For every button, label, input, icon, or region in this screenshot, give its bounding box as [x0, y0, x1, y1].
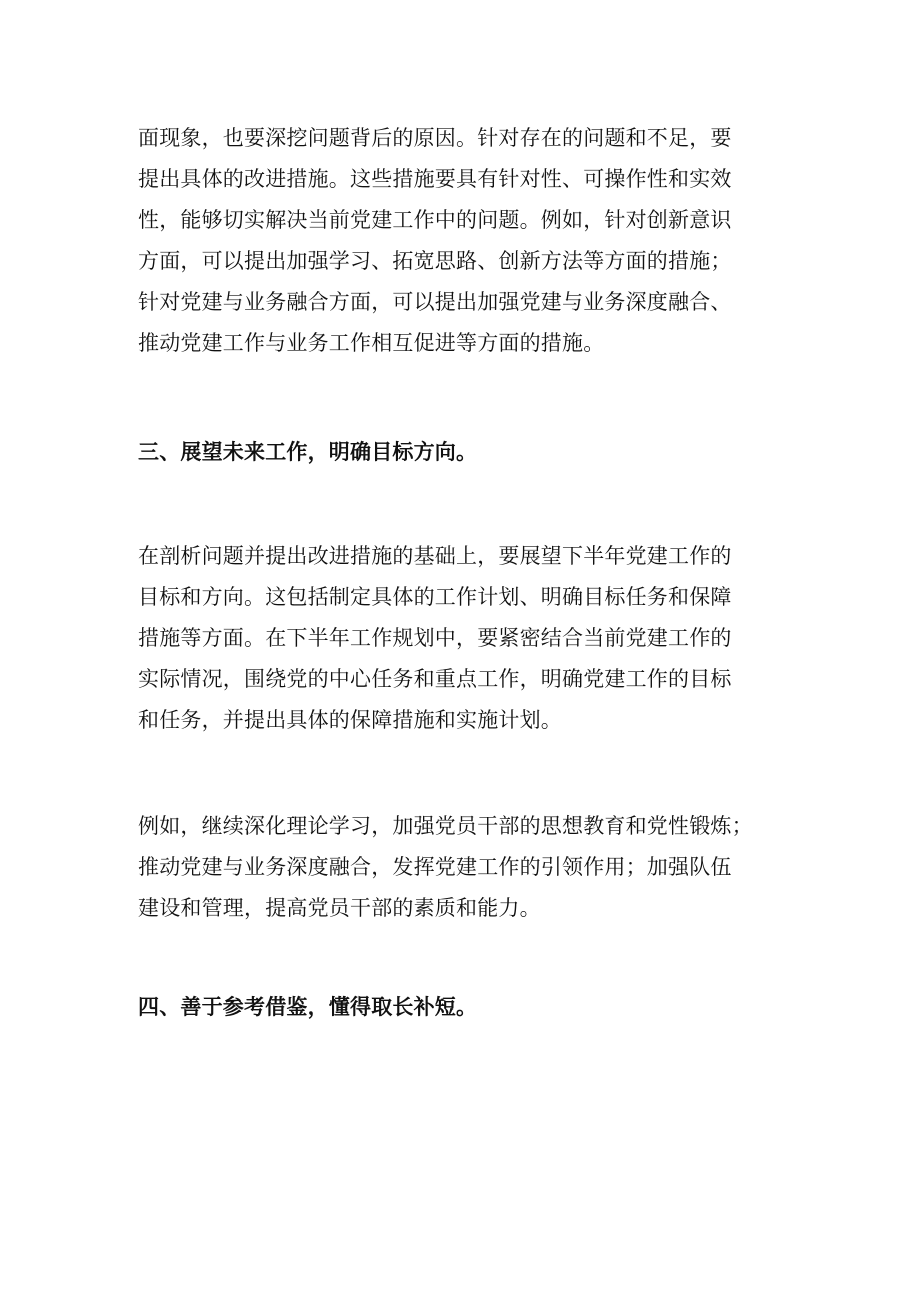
text-line: 提出具体的改进措施。这些措施要具有针对性、可操作性和实效: [138, 167, 732, 191]
section-heading-4: 四、善于参考借鉴，懂得取长补短。: [138, 994, 478, 1019]
text-line: 面现象，也要深挖问题背后的原因。针对存在的问题和不足，要: [138, 126, 732, 150]
text-line: 推动党建与业务深度融合，发挥党建工作的引领作用；加强队伍: [138, 855, 732, 879]
text-line: 实际情况，围绕党的中心任务和重点工作，明确党建工作的目标: [138, 667, 732, 691]
text-line: 建设和管理，提高党员干部的素质和能力。: [138, 896, 541, 920]
text-line: 措施等方面。在下半年工作规划中，要紧密结合当前党建工作的: [138, 626, 732, 650]
text-line: 性，能够切实解决当前党建工作中的问题。例如，针对创新意识: [138, 208, 732, 232]
document-body: [138, 118, 788, 1027]
text-line: 方面，可以提出加强学习、拓宽思路、创新方法等方面的措施；: [138, 249, 732, 273]
spacer: [138, 472, 788, 536]
paragraph-improvement-measures: [138, 118, 788, 364]
spacer: [138, 929, 788, 986]
spacer: [138, 364, 788, 431]
paragraph-examples: [138, 806, 788, 929]
text-line: 和任务，并提出具体的保障措施和实施计划。: [138, 708, 562, 732]
text-line: 推动党建工作与业务工作相互促进等方面的措施。: [138, 331, 605, 355]
section-heading-3: 三、展望未来工作，明确目标方向。: [138, 439, 478, 464]
text-line: 例如，继续深化理论学习，加强党员干部的思想教育和党性锻炼；: [138, 814, 753, 838]
text-line: 针对党建与业务融合方面，可以提出加强党建与业务深度融合、: [138, 290, 732, 314]
text-line: 目标和方向。这包括制定具体的工作计划、明确目标任务和保障: [138, 585, 732, 609]
spacer: [138, 741, 788, 806]
text-line: 在剖析问题并提出改进措施的基础上，要展望下半年党建工作的: [138, 544, 732, 568]
paragraph-future-goals: [138, 536, 788, 741]
